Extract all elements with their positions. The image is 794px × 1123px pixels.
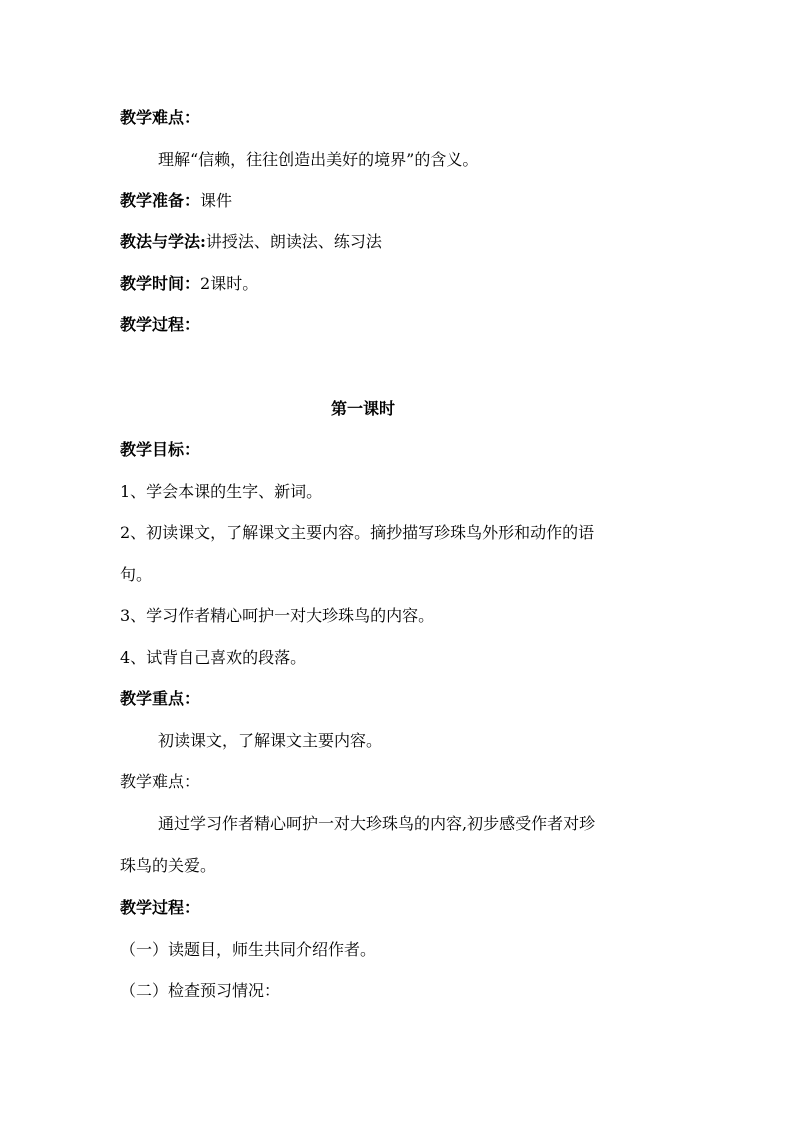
heading-teaching-focus bbox=[120, 689, 200, 709]
heading-teaching-difficulty-2 bbox=[120, 772, 200, 792]
section-title: 第一课时 bbox=[330, 399, 395, 418]
heading-label: 教学难点： bbox=[120, 772, 201, 791]
field-label: 教学准备： bbox=[120, 191, 201, 210]
field-label: 教法与学法: bbox=[120, 232, 206, 251]
section-title-first-lesson bbox=[0, 399, 726, 419]
list-item-goal-2 bbox=[120, 523, 594, 543]
list-item-text: （一）读题目，师生共同介绍作者。 bbox=[120, 940, 377, 959]
list-item-goal-3 bbox=[120, 606, 434, 626]
list-item-text: 3、学习作者精心呵护一对大珍珠鸟的内容。 bbox=[120, 606, 435, 625]
paragraph-text: 通过学习作者精心呵护一对大珍珠鸟的内容,初步感受作者对珍 bbox=[158, 814, 596, 833]
list-item-text: 1、学会本课的生字、新词。 bbox=[120, 482, 323, 501]
list-item-step-2 bbox=[120, 981, 280, 1001]
heading-teaching-process-2 bbox=[120, 898, 200, 918]
field-value: 2课时。 bbox=[200, 274, 259, 293]
field-teaching-time bbox=[120, 274, 258, 294]
list-item-text: 句。 bbox=[120, 565, 153, 584]
heading-label: 教学过程： bbox=[120, 898, 201, 917]
field-teaching-preparation bbox=[120, 191, 232, 211]
field-value: 课件 bbox=[200, 191, 233, 210]
paragraph-difficulty-text bbox=[158, 150, 478, 170]
paragraph-text: 理解“信赖，往往创造出美好的境界”的含义。 bbox=[158, 150, 479, 169]
paragraph-difficulty-2-text bbox=[158, 814, 595, 834]
list-item-text: 2、初读课文，了解课文主要内容。摘抄描写珍珠鸟外形和动作的语 bbox=[120, 523, 595, 542]
paragraph-text: 珠鸟的关爱。 bbox=[120, 856, 217, 875]
paragraph-difficulty-2-continued bbox=[120, 856, 216, 876]
heading-teaching-difficulty bbox=[120, 108, 200, 128]
list-item-text: 4、试背自己喜欢的段落。 bbox=[120, 648, 307, 667]
list-item-goal-1 bbox=[120, 482, 322, 502]
heading-teaching-process bbox=[120, 315, 200, 335]
list-item-step-1 bbox=[120, 940, 376, 960]
paragraph-focus-text bbox=[158, 731, 382, 751]
list-item-goal-2-continued bbox=[120, 565, 152, 585]
heading-teaching-goals bbox=[120, 440, 200, 460]
heading-label: 教学目标： bbox=[120, 440, 201, 459]
heading-label: 教学重点： bbox=[120, 689, 201, 708]
field-value: 讲授法、朗读法、练习法 bbox=[205, 232, 382, 251]
heading-label: 教学过程： bbox=[120, 315, 201, 334]
paragraph-text: 初读课文，了解课文主要内容。 bbox=[158, 731, 383, 750]
list-item-text: （二）检查预习情况： bbox=[120, 981, 281, 1000]
field-teaching-methods bbox=[120, 232, 382, 252]
heading-label: 教学难点： bbox=[120, 108, 201, 127]
list-item-goal-4 bbox=[120, 648, 306, 668]
field-label: 教学时间： bbox=[120, 274, 201, 293]
